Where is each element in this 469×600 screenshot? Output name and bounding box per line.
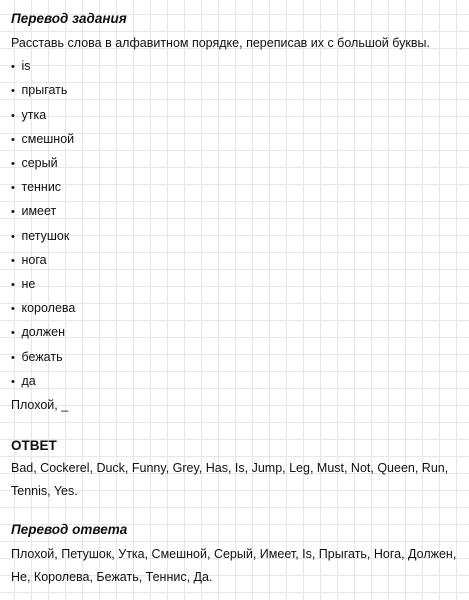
bullet-icon: • bbox=[11, 133, 15, 146]
list-item bbox=[11, 200, 463, 224]
translation-title: Перевод ответа bbox=[11, 521, 128, 537]
bullet-icon: • bbox=[11, 61, 15, 74]
list-item bbox=[11, 249, 463, 273]
list-item-text: не bbox=[21, 277, 36, 292]
list-item bbox=[11, 321, 463, 345]
list-item bbox=[11, 370, 463, 394]
list-item bbox=[11, 55, 463, 79]
list-item bbox=[11, 79, 463, 103]
list-item-text: имеет bbox=[21, 204, 57, 219]
section-gap bbox=[11, 504, 463, 521]
task-section bbox=[11, 10, 463, 417]
translation-line: Плохой, Петушок, Утка, Смешной, Серый, Имеет, Is, Прыгать, Нога, Должен, bbox=[11, 546, 457, 561]
bullet-icon: • bbox=[11, 230, 15, 243]
list-item bbox=[11, 152, 463, 176]
bullet-icon: • bbox=[11, 158, 15, 171]
bullet-icon: • bbox=[11, 351, 15, 364]
list-item bbox=[11, 297, 463, 321]
word-list bbox=[11, 55, 463, 394]
task-instruction: Расставь слова в алфавитном порядке, переписав их с большой буквы. bbox=[11, 36, 430, 50]
list-item-text: прыгать bbox=[21, 83, 68, 98]
answer-line: Bad, Cockerel, Duck, Funny, Grey, Has, Is, Jump, Leg, Must, Not, Queen, Run, bbox=[11, 461, 449, 476]
list-item-text: да bbox=[21, 373, 36, 388]
list-item bbox=[11, 273, 463, 297]
document bbox=[11, 10, 463, 589]
bullet-icon: • bbox=[11, 109, 15, 122]
answer-title: ОТВЕТ bbox=[11, 438, 57, 454]
list-item-text: должен bbox=[21, 325, 65, 340]
bullet-icon: • bbox=[11, 375, 15, 388]
list-item-text: утка bbox=[21, 107, 47, 122]
list-item-text: смешной bbox=[21, 131, 75, 146]
bullet-icon: • bbox=[11, 254, 15, 267]
answer-line: Tennis, Yes. bbox=[11, 484, 78, 499]
list-item bbox=[11, 128, 463, 152]
list-item bbox=[11, 225, 463, 249]
list-item-text: серый bbox=[21, 156, 58, 171]
bullet-icon: • bbox=[11, 327, 15, 340]
section-gap bbox=[11, 417, 463, 434]
translation-section bbox=[11, 521, 463, 589]
task-trailing-text: Плохой, _ bbox=[11, 398, 69, 413]
list-item-text: петушок bbox=[21, 228, 70, 243]
list-item bbox=[11, 346, 463, 370]
list-item-text: is bbox=[21, 59, 31, 74]
bullet-icon: • bbox=[11, 279, 15, 292]
translation-line: Не, Королева, Бежать, Теннис, Да. bbox=[11, 569, 213, 584]
bullet-icon: • bbox=[11, 182, 15, 195]
task-title: Перевод задания bbox=[11, 11, 127, 26]
list-item-text: нога bbox=[21, 252, 47, 267]
bullet-icon: • bbox=[11, 85, 15, 98]
list-item bbox=[11, 104, 463, 128]
bullet-icon: • bbox=[11, 303, 15, 316]
bullet-icon: • bbox=[11, 206, 15, 219]
answer-section bbox=[11, 434, 463, 503]
list-item-text: теннис bbox=[21, 180, 62, 195]
list-item-text: королева bbox=[21, 301, 76, 316]
list-item bbox=[11, 176, 463, 200]
list-item-text: бежать bbox=[21, 349, 63, 364]
